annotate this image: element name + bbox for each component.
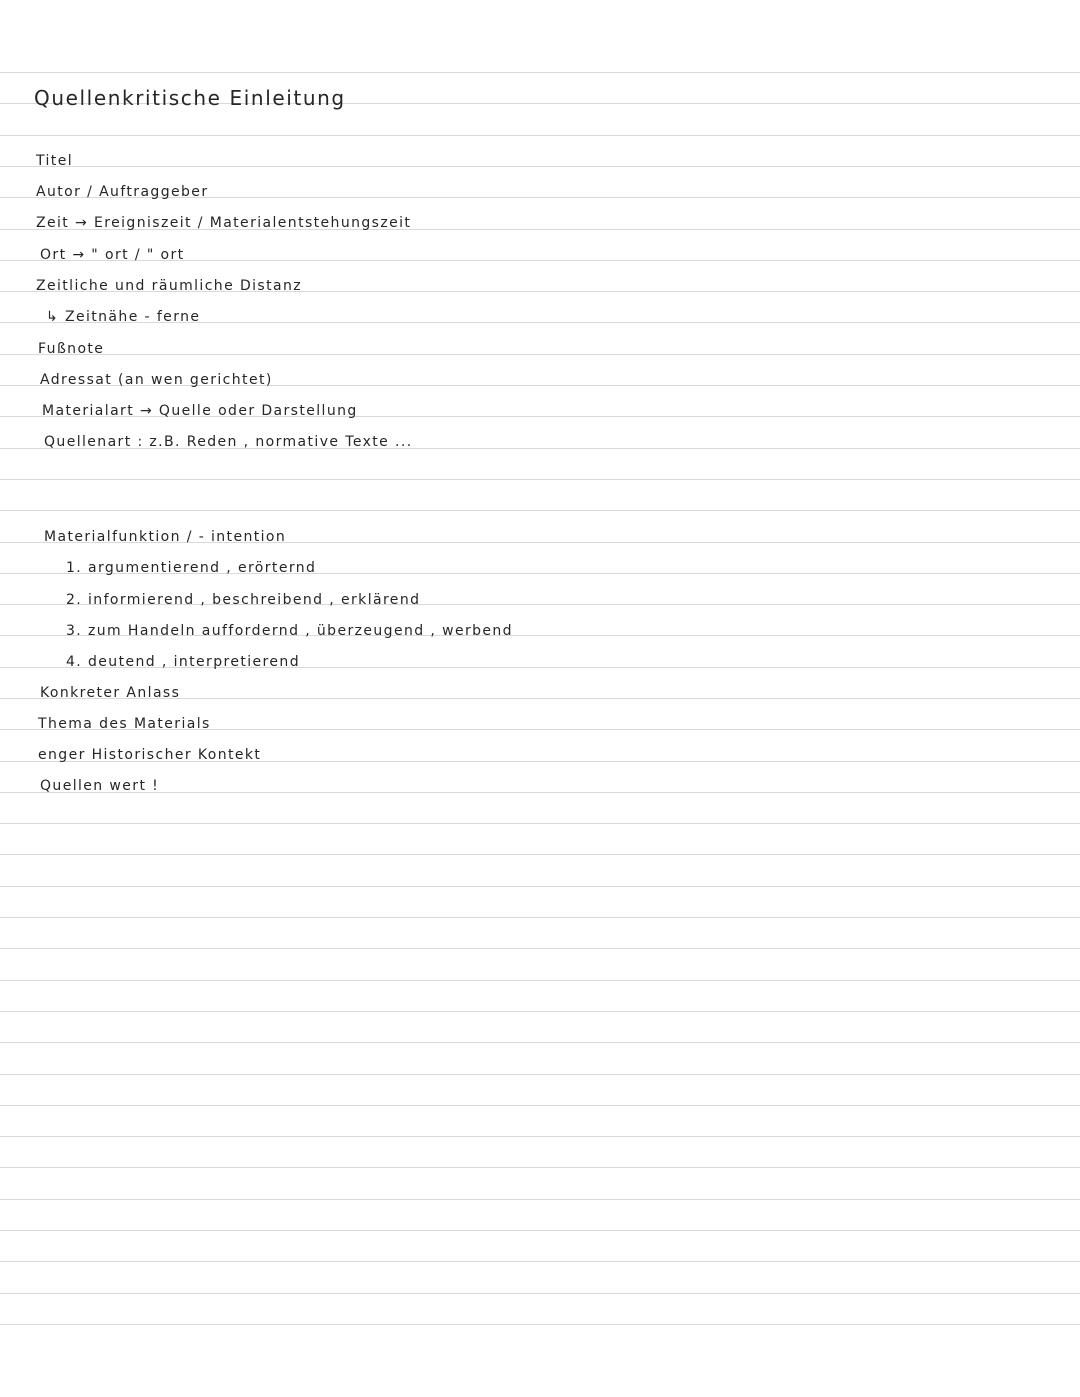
list-item-4: 4. deutend , interpretierend (66, 654, 300, 670)
note-line-zeitnaehe: ↳ Zeitnähe - ferne (46, 309, 201, 325)
ruled-line (0, 166, 1080, 167)
note-line-zeit: Zeit → Ereigniszeit / Materialentstehungszeit (36, 215, 412, 231)
ruled-line (0, 792, 1080, 793)
note-line-distanz: Zeitliche und räumliche Distanz (36, 278, 302, 294)
note-line-adressat: Adressat (an wen gerichtet) (40, 372, 273, 388)
ruled-line (0, 1230, 1080, 1231)
ruled-line (0, 1105, 1080, 1106)
note-line-quellenart: Quellenart : z.B. Reden , normative Texte ... (44, 434, 413, 450)
note-line-anlass: Konkreter Anlass (40, 685, 181, 701)
ruled-line (0, 354, 1080, 355)
ruled-line (0, 1011, 1080, 1012)
ruled-line (0, 510, 1080, 511)
page-title: Quellenkritische Einleitung (34, 86, 346, 110)
ruled-line (0, 1074, 1080, 1075)
note-line-autor: Autor / Auftraggeber (36, 184, 209, 200)
ruled-line (0, 1261, 1080, 1262)
list-item-2: 2. informierend , beschreibend , erklärend (66, 592, 421, 608)
ruled-line (0, 479, 1080, 480)
ruled-line (0, 980, 1080, 981)
list-item-1: 1. argumentierend , erörternd (66, 560, 317, 576)
ruled-line (0, 1324, 1080, 1325)
ruled-line (0, 886, 1080, 887)
ruled-line (0, 1042, 1080, 1043)
note-line-ort: Ort → " ort / " ort (40, 247, 185, 263)
note-line-titel: Titel (36, 153, 74, 169)
ruled-line (0, 1167, 1080, 1168)
ruled-line (0, 917, 1080, 918)
note-line-materialart: Materialart → Quelle oder Darstellung (42, 403, 358, 419)
ruled-line (0, 854, 1080, 855)
note-line-kontext: enger Historischer Kontekt (38, 747, 262, 763)
list-item-3: 3. zum Handeln auffordernd , überzeugend , werbend (66, 623, 513, 639)
ruled-line (0, 1293, 1080, 1294)
ruled-line (0, 1199, 1080, 1200)
note-line-thema: Thema des Materials (38, 716, 211, 732)
ruled-line (0, 72, 1080, 73)
section-heading-materialfunktion: Materialfunktion / - intention (44, 529, 287, 545)
ruled-line (0, 823, 1080, 824)
ruled-line (0, 135, 1080, 136)
note-line-quellenwert: Quellen wert ! (40, 778, 160, 794)
ruled-line (0, 948, 1080, 949)
ruled-line (0, 1136, 1080, 1137)
note-line-fussnote: Fußnote (38, 341, 105, 357)
